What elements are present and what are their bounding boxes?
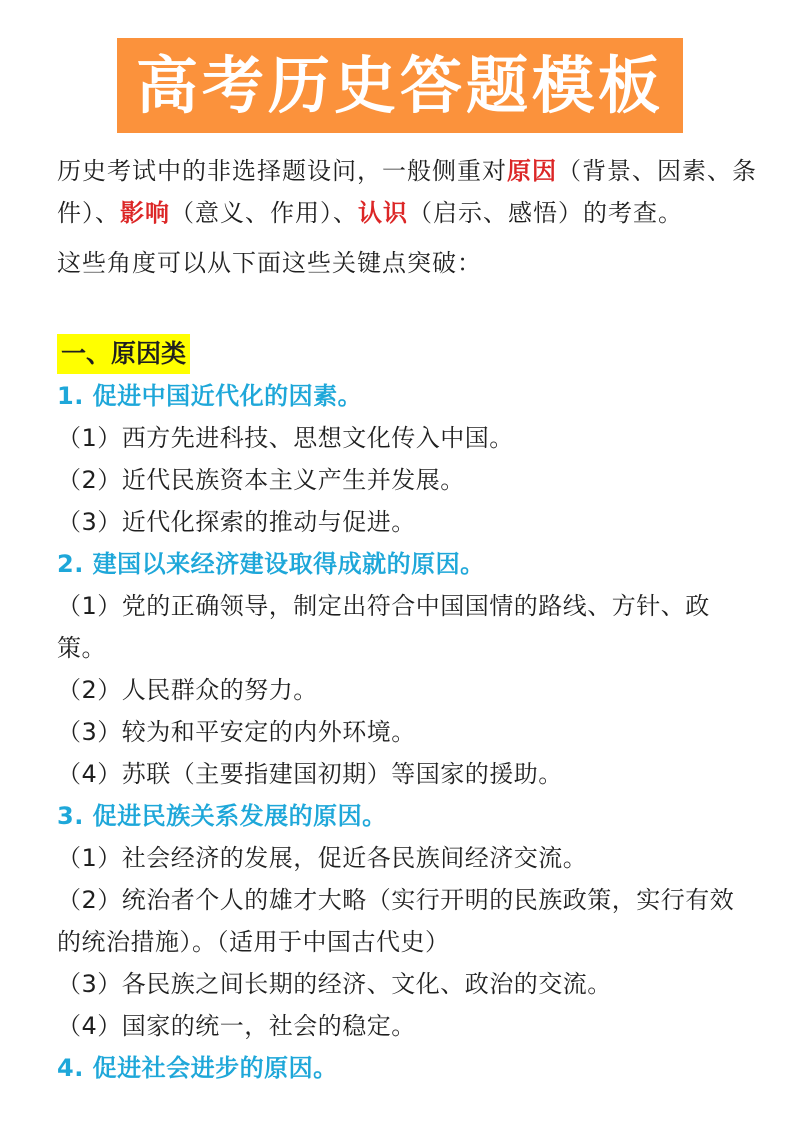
list-item: （1）西方先进科技、思想文化传入中国。 [57,424,514,452]
list-item: （2）人民群众的努力。 [57,676,318,704]
intro-text: （启示、感悟）的考查。 [408,199,683,227]
intro-text: （意义、作用）、 [170,199,358,227]
list-item: （1）社会经济的发展，促近各民族间经济交流。 [57,844,588,872]
document-body [57,150,757,1089]
intro-text: （背景、因素、条件）、 [57,157,757,227]
list-item: （1）党的正确领导，制定出符合中国国情的路线、方针、政策。 [57,592,710,662]
subsection-title: 1. 促进中国近代化的因素。 [57,382,363,410]
lead-sentence: 这些角度可以从下面这些关键点突破： [57,249,482,277]
keyword-impact: 影响 [120,199,170,227]
list-item: （3）各民族之间长期的经济、文化、政治的交流。 [57,970,612,998]
subsection-title: 3. 促进民族关系发展的原因。 [57,802,387,830]
subsection-title: 2. 建国以来经济建设取得成就的原因。 [57,550,485,578]
intro-paragraph [57,150,757,234]
section-groups [57,375,757,1089]
keyword-cause: 原因 [507,157,557,185]
page-title: 高考历史答题模板 [135,48,664,122]
keyword-understanding: 认识 [358,199,408,227]
list-item: （2）统治者个人的雄才大略（实行开明的民族政策，实行有效的统治措施）。（适用于中国古代史） [57,886,735,956]
subsection-title: 4. 促进社会进步的原因。 [57,1054,338,1082]
list-item: （3）近代化探索的推动与促进。 [57,508,416,536]
list-item: （4）苏联（主要指建国初期）等国家的援助。 [57,760,563,788]
section-heading: 一、原因类 [57,334,190,374]
list-item: （2）近代民族资本主义产生并发展。 [57,466,465,494]
intro-text: 历史考试中的非选择题设问，一般侧重对 [57,157,507,185]
title-banner [117,38,683,133]
list-item: （3）较为和平安定的内外环境。 [57,718,416,746]
list-item: （4）国家的统一，社会的稳定。 [57,1012,416,1040]
